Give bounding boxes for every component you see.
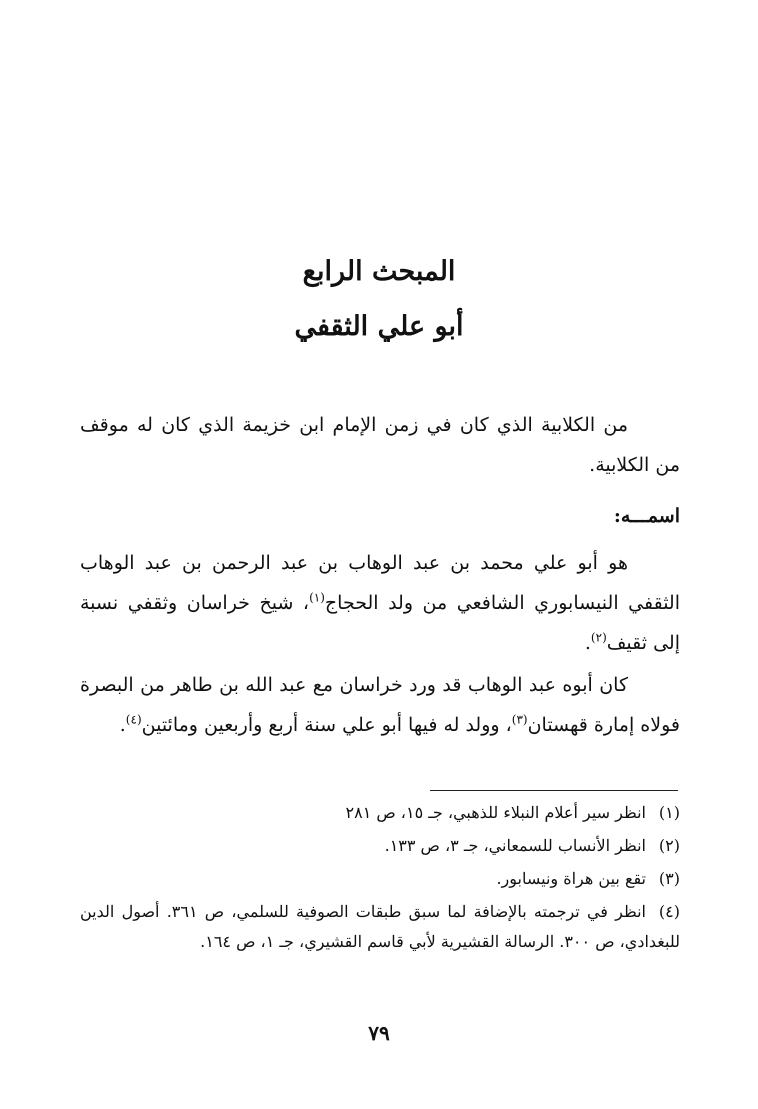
footnote-divider [430, 790, 678, 791]
intro-paragraph: من الكلابية الذي كان في زمن الإمام ابن خزيمة الذي كان له موقف من الكلابية. [80, 414, 680, 476]
name-text-part-2: ، شيخ خراسان وثقفي نسبة إلى ثقيف [80, 592, 680, 654]
footnote-1 [80, 798, 680, 828]
footnote-ref-2[interactable]: (٢) [590, 630, 607, 645]
footnote-ref-1[interactable]: (١) [309, 590, 325, 605]
footnote-4 [80, 897, 680, 957]
footnote-number: (٤) [658, 902, 680, 921]
footnote-ref-3[interactable]: (٣) [511, 712, 528, 727]
father-text-end: . [119, 714, 126, 736]
section-heading: المبحث الرابع [302, 256, 456, 287]
name-paragraph [80, 543, 680, 663]
name-text-part-1: هو أبو علي محمد بن عبد الوهاب بن عبد الرحمن بن عبد الوهاب الثقفي النيسابوري الشافعي من ولد الحجاج [80, 552, 680, 614]
footnote-text: انظر في ترجمته بالإضافة لما سبق طبقات الصوفية للسلمي، ص ٣٦١. أصول الدين للبغدادي، ص ٣٠٠. الرسالة القشيرية لأبي قاسم القشيري، جـ ١، ص ١٦٤. [80, 902, 680, 951]
footnote-text: انظر سير أعلام النبلاء للذهبي، جـ ١٥، ص ٢٨١ [345, 803, 646, 822]
father-paragraph [80, 665, 680, 745]
page-number: ٧٩ [368, 1021, 390, 1045]
father-text-part-1: كان أبوه عبد الوهاب قد ورد خراسان مع عبد الله بن طاهر من البصرة فولاه إمارة قهستان [80, 674, 680, 736]
footnote-ref-4[interactable]: (٤) [125, 712, 142, 727]
father-text-part-2: ، وولد له فيها أبو علي سنة أربع وأربعين ومائتين [141, 714, 512, 736]
footnote-number: (١) [658, 803, 680, 822]
footnote-text: تقع بين هراة ونيسابور. [496, 869, 646, 888]
footnote-3 [80, 864, 680, 894]
person-heading: أبو علي الثقفي [294, 311, 464, 342]
footnote-text: انظر الأنساب للسمعاني، جـ ٣، ص ١٣٣. [384, 836, 646, 855]
name-text-end: . [584, 632, 591, 654]
name-subheading: اسمـــه: [613, 505, 680, 527]
footnote-2 [80, 831, 680, 861]
footnote-number: (٢) [658, 836, 680, 855]
footnote-number: (٣) [658, 869, 680, 888]
